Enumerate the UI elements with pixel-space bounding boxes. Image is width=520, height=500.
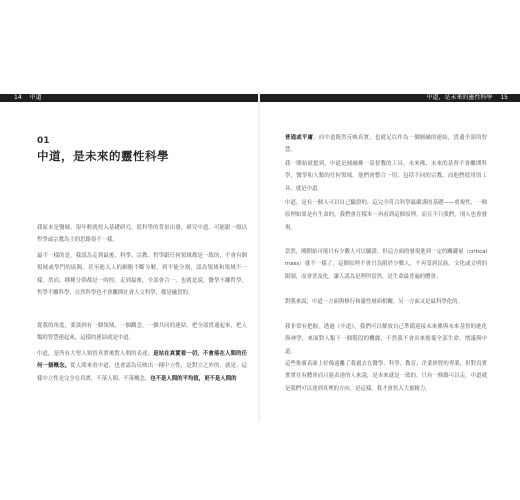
left-paragraph-4 xyxy=(37,348,247,385)
right-running-title: 中道，是未來的靈性科學 xyxy=(426,94,493,101)
right-paragraph-6: 我非常有把握，透過《中道》，我們可以解放自己準備迎接未來佛與未來基督的進化與神學，來面對人類下一個階段的機緣，不然我不會出來擔憂全部生命，增議與中道。 xyxy=(285,324,487,355)
left-running-title: 中道 xyxy=(29,94,42,101)
para4-mid: 從人間來看中道，也會認為反映出一種中立性，是對立之外的，就是、這樣中立性是完全在真實，不落人間、不落概念， xyxy=(37,363,247,382)
right-paragraph-2: 我一開始就提到，中道是圓融佛一基督教的工具，未來佛、未來的基督不會離開科學，醫學和人類的任何領域。他們會整合一切，包括不同的宗教，而他們使用的工具，就是中道。 xyxy=(285,161,487,192)
left-page-number: 14 xyxy=(14,94,22,101)
right-paragraph-3: 中道，是有一個人可以自己驗證的，這完全符合科學最嚴謹的基礎——重複性，一個原理如果是有生命的，我們會在樣本一再看到這個原理，而且不只我們，別人也會發現。 xyxy=(285,200,487,231)
para4-bold-1: 是站在真實看一切，不會落在人間的任何一個概念。 xyxy=(37,351,247,370)
right-running-head xyxy=(260,94,520,102)
para4-bold-2: 也不是人間的平均值，更不是人間的 xyxy=(150,375,237,382)
left-paragraph-3: 從我的角度，要談到有一個領域、一個觀念，一個共同的連結，把全部貫通起來，把人類的智慧連起來，這樣的連結就是中道。 xyxy=(37,323,247,342)
right-paragraph-7: 這些推廣表面上好像遠離了我過去在醫學、科學、教育、企業經營的專業，但對真實實實在有體會而且能表達的人來說，是本來就是一致的，只有一條路可以走。中道就是我們可以達到真理的方向，是這樣，我才會投入大量精力。 xyxy=(285,361,487,392)
right-para1-rest: 。而中道既然反映真實，也就足以作為一個圓融的連結，貫通全部的智慧。 xyxy=(285,135,487,154)
left-paragraph-1: 我原本是醫師，很年輕就投入基礎研究，從科學的背景出發，研究中道，可能跟一般以哲學或宗教為主的思路很不一樣。 xyxy=(37,225,247,244)
book-gutter xyxy=(258,92,260,422)
left-running-head xyxy=(0,94,258,102)
right-page-number: 15 xyxy=(500,94,508,101)
right-paragraph-4: 當然，剛開始可能只有少數人可以驗證，但這方面的發現進到一定的關鍵量（critical mass）就不一樣了。這個原理不會只為限於少數人，不再受到民族、文化或文明的限制，而會普及化，讓人認為是理所當然，是生命最普遍的體會。 xyxy=(285,249,487,280)
chapter-number: 01 xyxy=(37,136,50,146)
right-paragraph-1 xyxy=(285,132,487,157)
left-paragraph-2: 最不一樣的是，我認為走到最後，科學、宗教、哲學跟任何領域都是一致的，不會有個領域或學門的區隔。甚至進入人的細胞不斷分解，到不能分割，認為領域和領域不一樣，然而，種種分別都是一時的。走到最後，全部會合一，也就是說，醫學不離哲學，哲學不離科學，自然科學也不會離開社會人文科學，都是融貫的。 xyxy=(37,253,247,297)
right-para1-bold: 普通或平庸 xyxy=(285,135,314,141)
chapter-title: 中道，是未來的靈性科學 xyxy=(37,149,169,163)
right-paragraph-5: 對我來說，中道一方面與修行和靈性層面相關，另一方面又是最科學化的。 xyxy=(285,299,463,305)
para4-pre: 中道，是所有大聖人領悟真實後對人間的表達， xyxy=(37,351,154,357)
